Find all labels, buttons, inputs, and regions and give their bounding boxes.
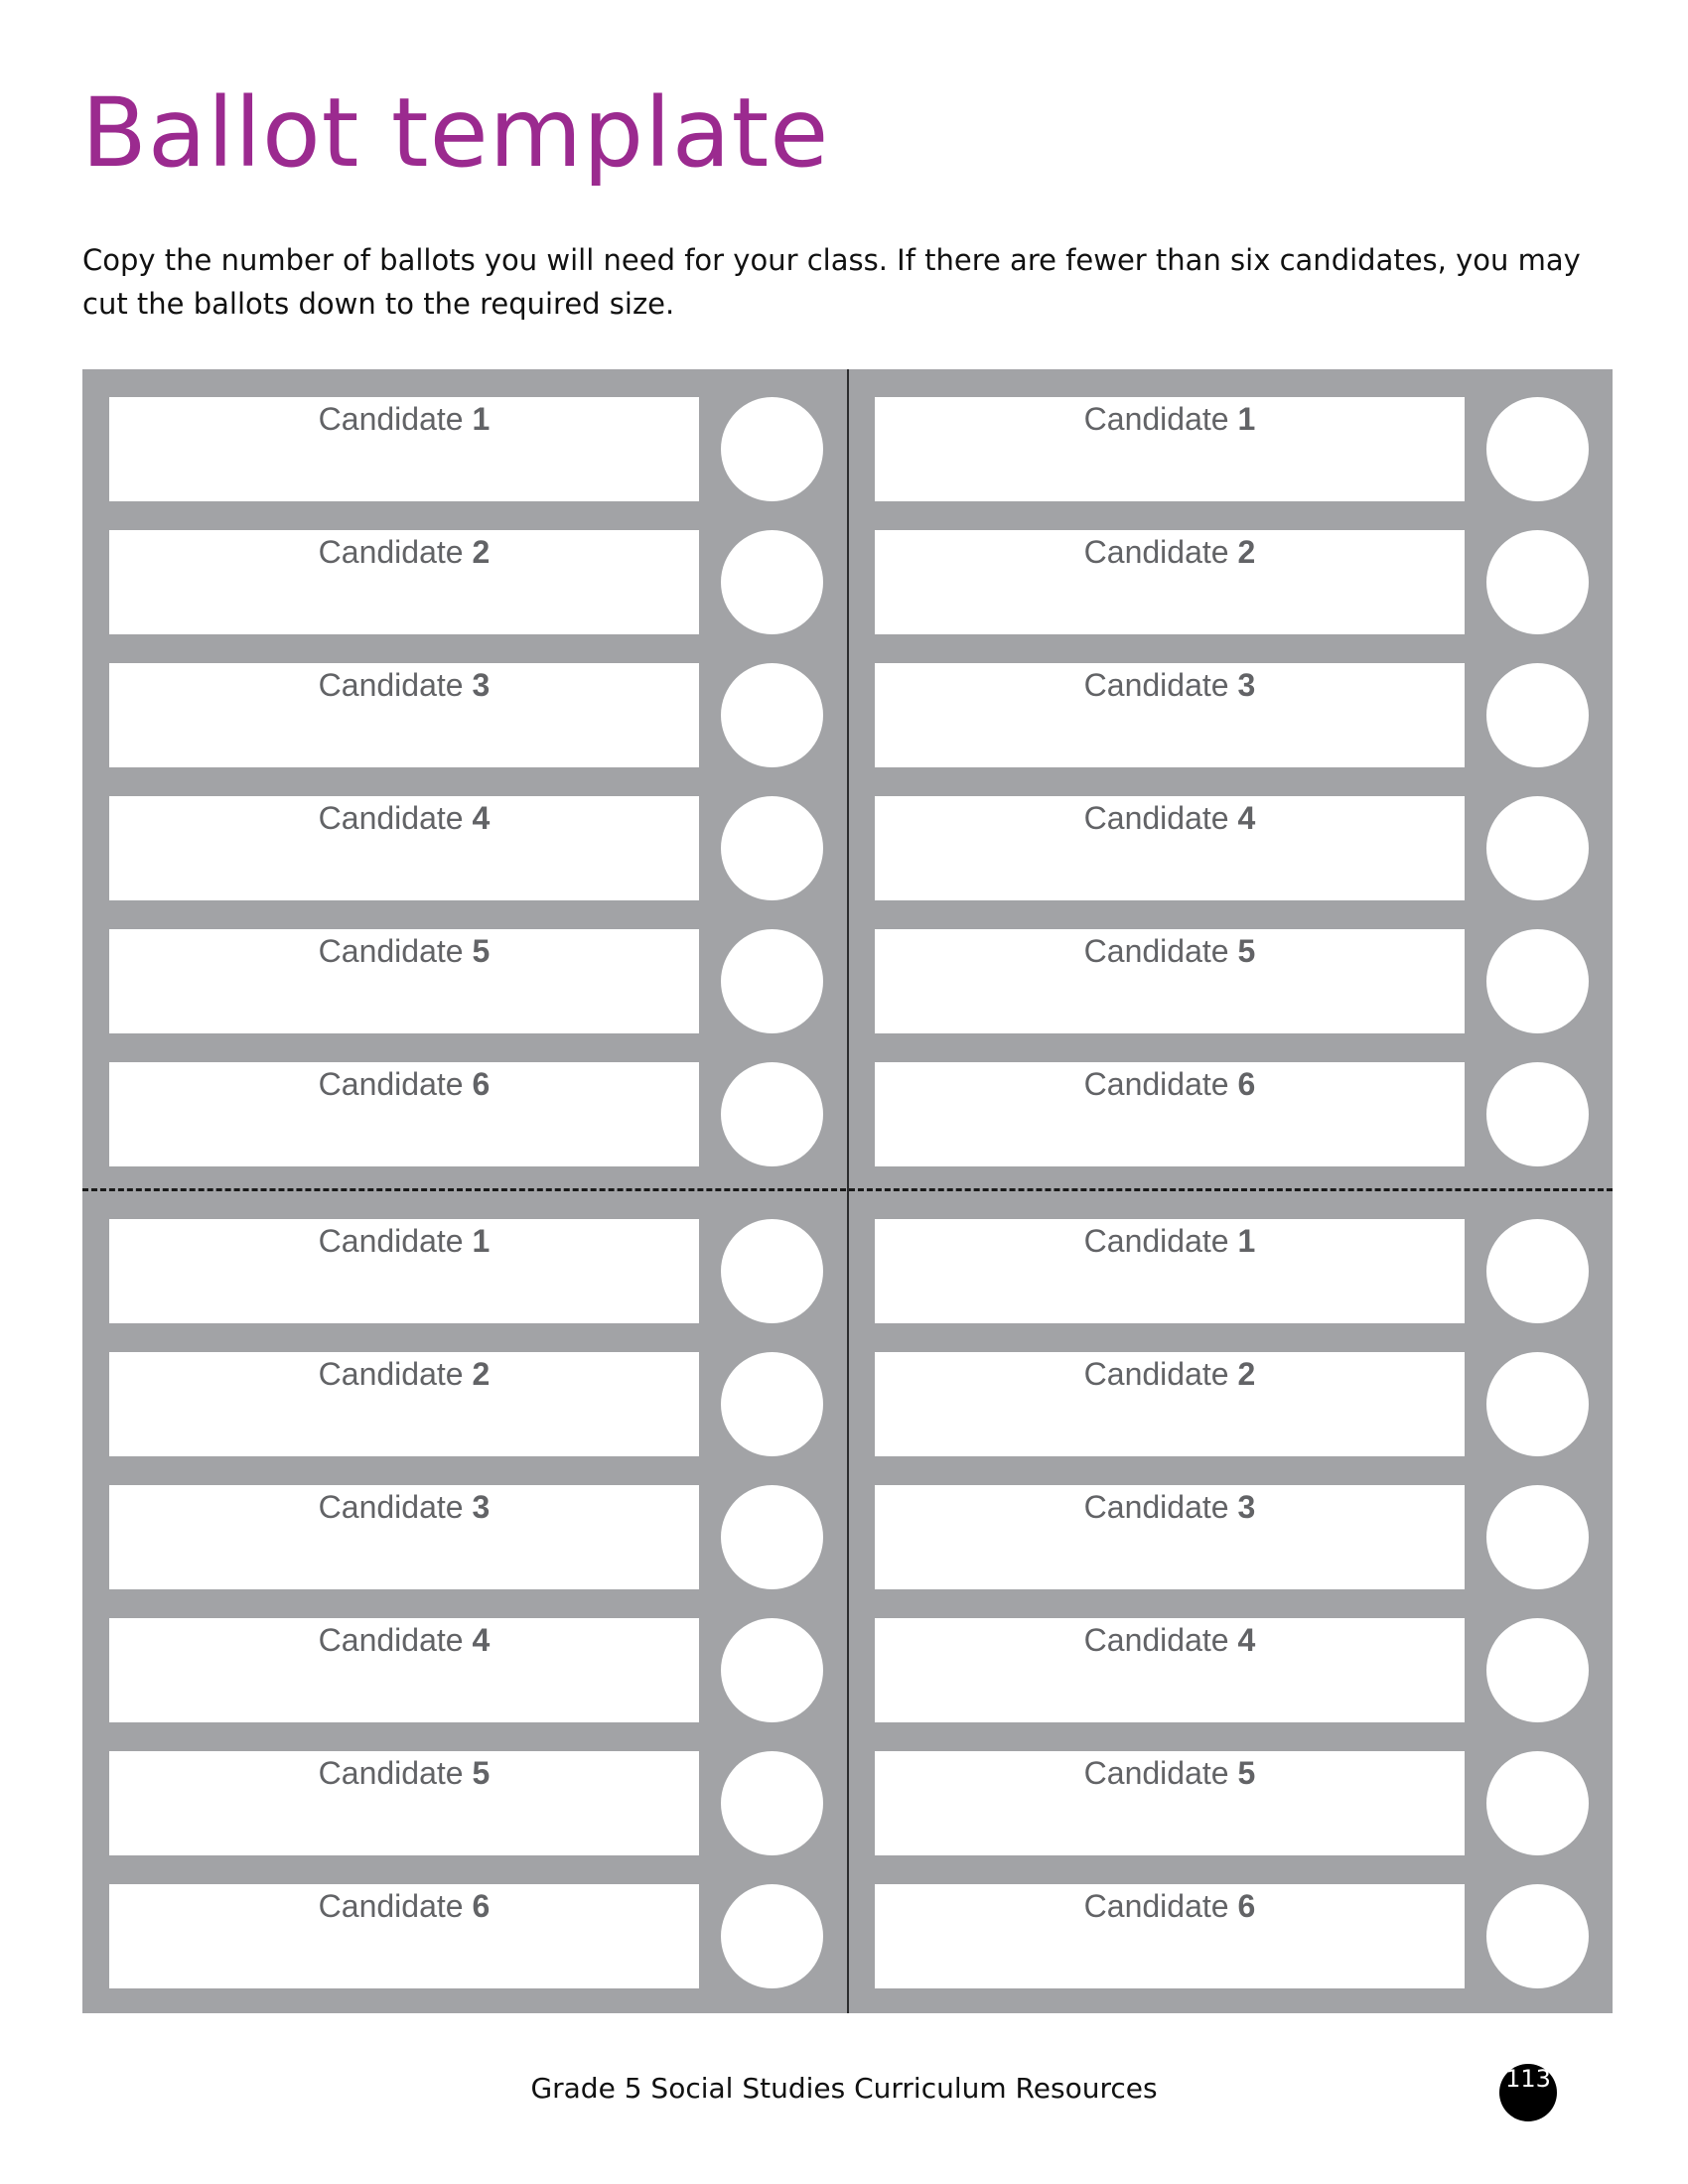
vote-circle[interactable] (1486, 1352, 1589, 1456)
candidate-label (319, 1888, 491, 1925)
candidate-label-word: Candidate (318, 1356, 464, 1392)
candidate-row (848, 635, 1613, 740)
candidate-number: 2 (1237, 534, 1256, 570)
candidate-row (82, 635, 847, 740)
candidate-label (319, 1223, 491, 1260)
candidate-row (848, 1723, 1613, 1828)
vote-circle[interactable] (1486, 1884, 1589, 1988)
candidate-name-box[interactable] (875, 1884, 1465, 1988)
candidate-label (319, 1066, 491, 1103)
candidate-label (319, 667, 491, 704)
vote-circle[interactable] (1486, 1751, 1589, 1855)
candidate-label-word: Candidate (318, 667, 464, 703)
candidate-number: 5 (1237, 1755, 1256, 1791)
candidate-name-box[interactable] (875, 1751, 1465, 1855)
candidate-label (1084, 534, 1256, 571)
vote-circle[interactable] (1486, 1485, 1589, 1589)
candidate-name-box[interactable] (109, 530, 699, 634)
vote-circle[interactable] (721, 1352, 823, 1456)
candidate-label (1084, 1755, 1256, 1792)
horizontal-cut-line (82, 1188, 1613, 1191)
candidate-label-word: Candidate (1083, 534, 1229, 570)
candidate-number: 3 (1237, 1489, 1256, 1525)
candidate-name-box[interactable] (109, 397, 699, 501)
candidate-label-word: Candidate (318, 1755, 464, 1791)
candidate-row (848, 1034, 1613, 1139)
candidate-label (1084, 800, 1256, 837)
vote-circle[interactable] (721, 1751, 823, 1855)
candidate-row (82, 1191, 847, 1296)
candidate-name-box[interactable] (109, 1219, 699, 1323)
vote-circle[interactable] (1486, 663, 1589, 767)
candidate-label (1084, 401, 1256, 438)
candidate-label-word: Candidate (318, 401, 464, 437)
vote-circle[interactable] (1486, 796, 1589, 900)
candidate-number: 4 (472, 1622, 491, 1658)
vote-circle[interactable] (721, 1485, 823, 1589)
candidate-row (82, 1590, 847, 1695)
candidate-number: 3 (472, 667, 491, 703)
candidate-name-box[interactable] (875, 663, 1465, 767)
candidate-row (82, 369, 847, 474)
candidate-row (848, 1856, 1613, 1961)
candidate-number: 6 (472, 1888, 491, 1924)
vote-circle[interactable] (721, 1219, 823, 1323)
vote-circle[interactable] (721, 663, 823, 767)
candidate-label (1084, 933, 1256, 970)
candidate-label (319, 534, 491, 571)
candidate-label (1084, 1223, 1256, 1260)
candidate-label (319, 800, 491, 837)
candidate-number: 6 (472, 1066, 491, 1102)
candidate-label-word: Candidate (1083, 800, 1229, 836)
candidate-name-box[interactable] (875, 929, 1465, 1033)
candidate-row (848, 1191, 1613, 1296)
footer-text: Grade 5 Social Studies Curriculum Resources (530, 2072, 1158, 2105)
candidate-name-box[interactable] (109, 1485, 699, 1589)
candidate-label (319, 1489, 491, 1526)
vote-circle[interactable] (1486, 530, 1589, 634)
candidate-row (82, 502, 847, 607)
candidate-row (82, 1723, 847, 1828)
candidate-label-word: Candidate (318, 1223, 464, 1259)
candidate-name-box[interactable] (875, 1062, 1465, 1166)
vote-circle[interactable] (721, 397, 823, 501)
candidate-row (82, 901, 847, 1006)
candidate-number: 5 (472, 933, 491, 969)
candidate-row (82, 1034, 847, 1139)
vote-circle[interactable] (721, 530, 823, 634)
candidate-name-box[interactable] (109, 1884, 699, 1988)
candidate-name-box[interactable] (109, 1062, 699, 1166)
vote-circle[interactable] (1486, 1062, 1589, 1166)
candidate-number: 1 (1237, 401, 1256, 437)
candidate-name-box[interactable] (875, 1618, 1465, 1722)
candidate-number: 4 (1237, 1622, 1256, 1658)
vote-circle[interactable] (721, 929, 823, 1033)
candidate-label (319, 1755, 491, 1792)
ballot-top-left (82, 369, 847, 1191)
ballot-bottom-left (82, 1191, 847, 2013)
candidate-number: 1 (1237, 1223, 1256, 1259)
candidate-label (1084, 1356, 1256, 1393)
candidate-label (1084, 667, 1256, 704)
candidate-label-word: Candidate (318, 534, 464, 570)
candidate-row (848, 768, 1613, 873)
candidate-number: 4 (472, 800, 491, 836)
candidate-name-box[interactable] (109, 663, 699, 767)
candidate-row (82, 1324, 847, 1429)
candidate-number: 5 (1237, 933, 1256, 969)
vote-circle[interactable] (1486, 929, 1589, 1033)
candidate-row (82, 1457, 847, 1562)
candidate-name-box[interactable] (875, 397, 1465, 501)
candidate-row (82, 768, 847, 873)
vertical-cut-line (847, 369, 849, 2013)
candidate-number: 4 (1237, 800, 1256, 836)
candidate-label (319, 401, 491, 438)
candidate-label-word: Candidate (1083, 1622, 1229, 1658)
candidate-label (1084, 1066, 1256, 1103)
candidate-number: 6 (1237, 1888, 1256, 1924)
candidate-label (319, 1356, 491, 1393)
candidate-label (319, 933, 491, 970)
vote-circle[interactable] (721, 796, 823, 900)
candidate-row (848, 502, 1613, 607)
candidate-number: 2 (472, 1356, 491, 1392)
candidate-number: 6 (1237, 1066, 1256, 1102)
candidate-name-box[interactable] (109, 929, 699, 1033)
candidate-name-box[interactable] (109, 1352, 699, 1456)
candidate-name-box[interactable] (875, 1352, 1465, 1456)
candidate-label-word: Candidate (318, 1066, 464, 1102)
candidate-label-word: Candidate (1083, 1356, 1229, 1392)
candidate-number: 2 (472, 534, 491, 570)
candidate-name-box[interactable] (875, 1485, 1465, 1589)
candidate-name-box[interactable] (875, 1219, 1465, 1323)
candidate-label-word: Candidate (318, 1622, 464, 1658)
candidate-label-word: Candidate (318, 1489, 464, 1525)
vote-circle[interactable] (721, 1884, 823, 1988)
candidate-label-word: Candidate (318, 800, 464, 836)
candidate-name-box[interactable] (109, 1618, 699, 1722)
vote-circle[interactable] (1486, 397, 1589, 501)
candidate-row (848, 1590, 1613, 1695)
ballot-top-right (848, 369, 1613, 1191)
candidate-name-box[interactable] (109, 796, 699, 900)
candidate-label-word: Candidate (1083, 1066, 1229, 1102)
candidate-label (1084, 1888, 1256, 1925)
candidate-label-word: Candidate (1083, 1223, 1229, 1259)
candidate-label-word: Candidate (1083, 1755, 1229, 1791)
candidate-name-box[interactable] (875, 796, 1465, 900)
candidate-number: 1 (472, 1223, 491, 1259)
candidate-row (848, 1457, 1613, 1562)
candidate-row (848, 1324, 1613, 1429)
candidate-label-word: Candidate (1083, 401, 1229, 437)
candidate-number: 5 (472, 1755, 491, 1791)
candidate-number: 3 (1237, 667, 1256, 703)
candidate-label-word: Candidate (1083, 667, 1229, 703)
ballot-sheet (82, 369, 1613, 2013)
instructions-text: Copy the number of ballots you will need for your class. If there are fewer than six candidates, you may cut the ballots down to the required size. (82, 243, 1581, 321)
vote-circle[interactable] (1486, 1219, 1589, 1323)
candidate-label (1084, 1489, 1256, 1526)
candidate-label-word: Candidate (1083, 933, 1229, 969)
ballot-bottom-right (848, 1191, 1613, 2013)
candidate-label-word: Candidate (1083, 1888, 1229, 1924)
candidate-label-word: Candidate (318, 933, 464, 969)
candidate-number: 2 (1237, 1356, 1256, 1392)
candidate-label (1084, 1622, 1256, 1659)
candidate-number: 1 (472, 401, 491, 437)
candidate-label-word: Candidate (318, 1888, 464, 1924)
candidate-row (848, 369, 1613, 474)
vote-circle[interactable] (721, 1618, 823, 1722)
candidate-row (82, 1856, 847, 1961)
candidate-label (319, 1622, 491, 1659)
candidate-label-word: Candidate (1083, 1489, 1229, 1525)
candidate-name-box[interactable] (875, 530, 1465, 634)
candidate-name-box[interactable] (109, 1751, 699, 1855)
page-title: Ballot template (81, 77, 830, 189)
candidate-number: 3 (472, 1489, 491, 1525)
candidate-row (848, 901, 1613, 1006)
vote-circle[interactable] (721, 1062, 823, 1166)
page-number-badge: 113 (1499, 2064, 1557, 2121)
vote-circle[interactable] (1486, 1618, 1589, 1722)
